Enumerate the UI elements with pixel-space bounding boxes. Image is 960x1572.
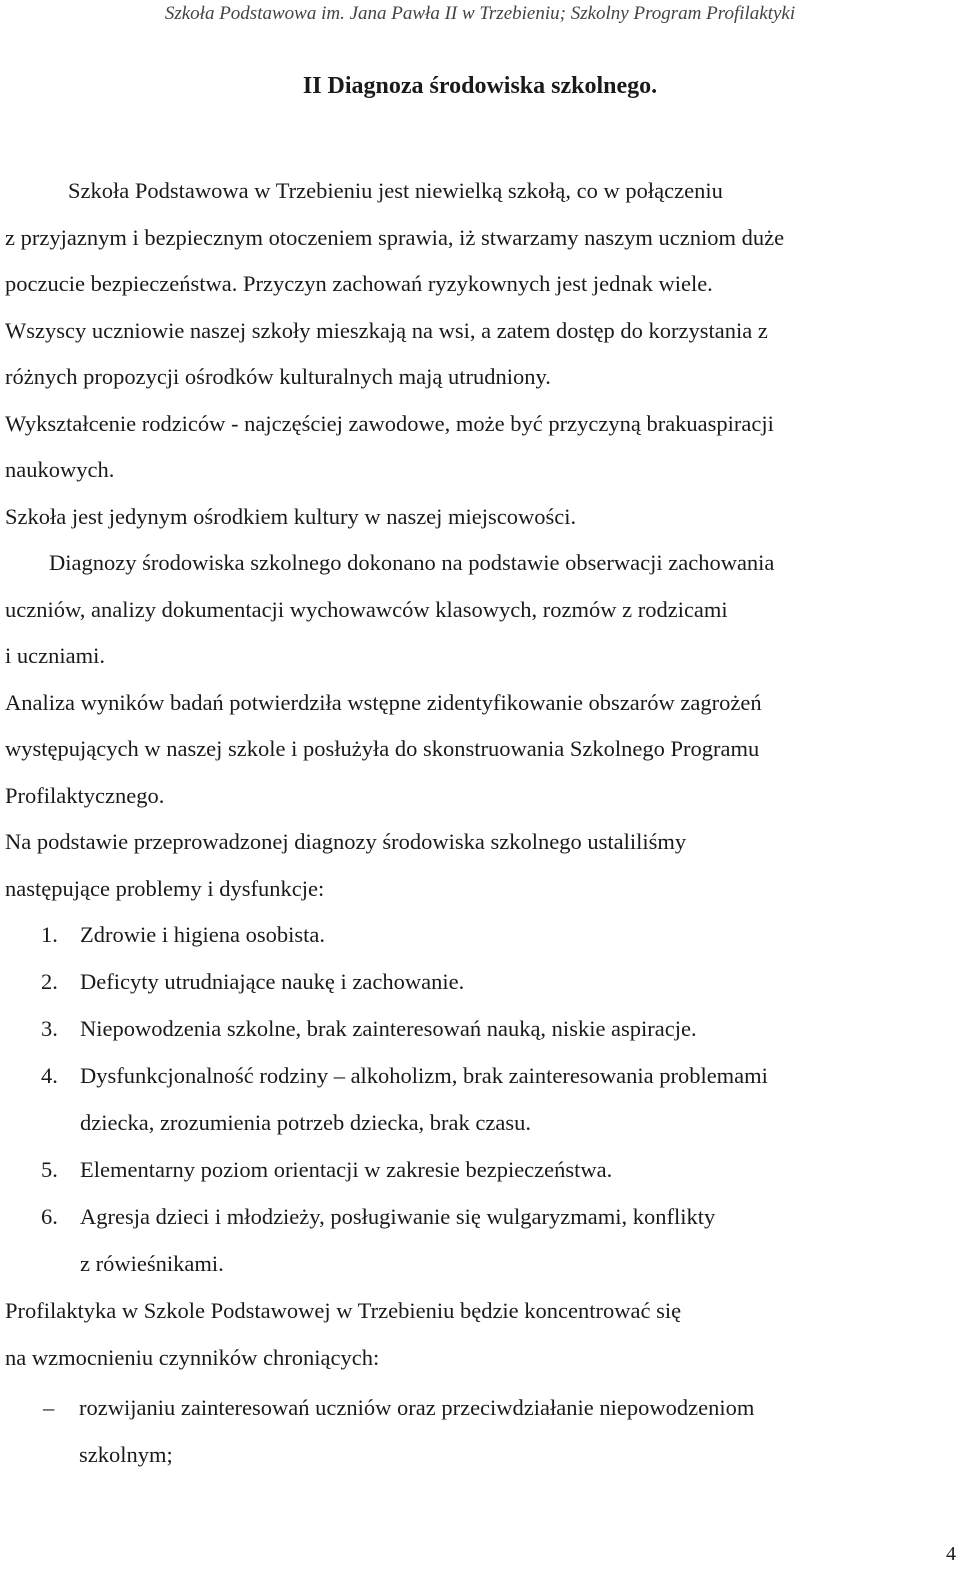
text-line: następujące problemy i dysfunkcje: [5,875,325,901]
text-line: Wykształcenie rodziców - najczęściej zawodowe, może być przyczyną brakuaspiracji [5,410,774,436]
list-item-text: Agresja dzieci i młodzieży, posługiwanie się wulgaryzmami, konflikty [80,1204,716,1229]
list-item-text: Dysfunkcjonalność rodziny – alkoholizm, brak zainteresowania problemami [80,1063,768,1088]
list-item [5,1053,955,1100]
text-line: i uczniami. [5,643,105,668]
text-line: Szkoła jest jedynym ośrodkiem kultury w naszej miejscowości. [5,503,577,529]
list-number: 6. [41,1204,58,1229]
text-line: Diagnozy środowiska szkolnego dokonano na podstawie obserwacji zachowania [49,550,775,575]
list-item [5,912,955,959]
list-number: 5. [41,1157,58,1182]
text-line: uczniów, analizy dokumentacji wychowawców klasowych, rozmów z rodzicami [5,596,728,622]
text-line: Na podstawie przeprowadzonej diagnozy środowiska szkolnego ustaliliśmy [5,829,687,854]
list-number: 1. [41,922,58,947]
text-line: Profilaktycznego. [5,782,165,808]
text-line: naukowych. [5,457,115,482]
list-item-text: Elementarny poziom orientacji w zakresie bezpieczeństwa. [80,1157,613,1182]
list-item-continuation: szkolnym; [79,1442,173,1467]
list-item-continuation: dziecka, zrozumienia potrzeb dziecka, brak czasu. [80,1110,531,1135]
text-line: Wszyscy uczniowie naszej szkoły mieszkają na wsi, a zatem dostęp do korzystania z [5,317,768,343]
list-item [5,1194,955,1241]
list-item [5,1006,955,1053]
text-line: na wzmocnieniu czynników chroniących: [5,1344,380,1370]
running-header: Szkoła Podstawowa im. Jana Pawła II w Trzebieniu; Szkolny Program Profilaktyki [164,3,796,24]
text-line: Szkoła Podstawowa w Trzebieniu jest niewielką szkołą, co w połączeniu [68,178,723,203]
section-title: II Diagnoza środowiska szkolnego. [302,73,658,99]
text-line: poczucie bezpieczeństwa. Przyczyn zachowań ryzykownych jest jednak wiele. [5,271,713,296]
list-item-text: Deficyty utrudniające naukę i zachowanie. [80,969,465,994]
list-item [5,959,955,1006]
list-item-text: Niepowodzenia szkolne, brak zainteresowań nauką, niskie aspiracje. [80,1016,697,1041]
problems-list [5,912,955,1288]
text-line: Profilaktyka w Szkole Podstawowej w Trzebieniu będzie koncentrować się [5,1298,682,1323]
list-number: 3. [41,1016,58,1041]
list-item-text: Zdrowie i higiena osobista. [80,922,325,947]
list-item-text: rozwijaniu zainteresowań uczniów oraz przeciwdziałanie niepowodzeniom [79,1395,755,1420]
page-number: 4 [946,1543,956,1565]
text-line: Analiza wyników badań potwierdziła wstępne zidentyfikowanie obszarów zagrożeń [5,689,762,715]
dash-list-item [5,1385,955,1432]
list-item [5,1147,955,1194]
text-line: z przyjaznym i bezpiecznym otoczeniem sprawia, iż stwarzamy naszym uczniom duże [5,224,785,250]
list-number: 2. [41,969,58,994]
document-body [5,168,955,1479]
text-line: różnych propozycji ośrodków kulturalnych mają utrudniony. [5,364,551,389]
dash-bullet: – [43,1395,55,1420]
list-number: 4. [41,1063,58,1088]
list-item-continuation: z rówieśnikami. [80,1251,224,1276]
text-line: występujących w naszej szkole i posłużyła do skonstruowania Szkolnego Programu [5,736,760,761]
